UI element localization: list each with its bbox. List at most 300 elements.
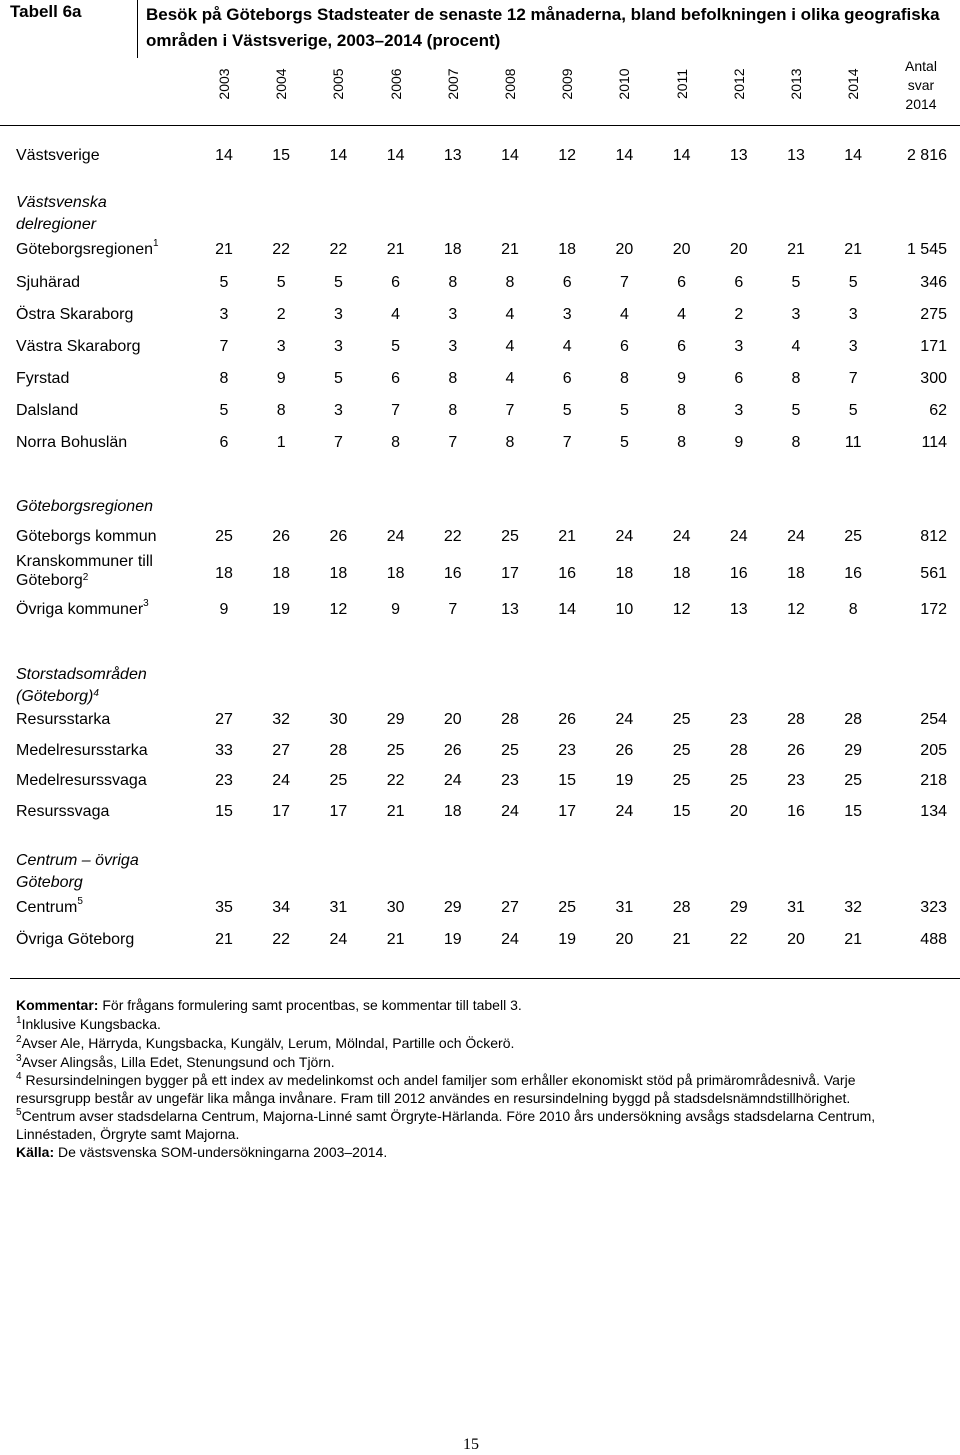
antal-svar-cell: 62 (929, 402, 947, 419)
antal-svar-line: svar (907, 77, 935, 93)
table-cell: 5 (562, 402, 572, 419)
table-cell: 21 (787, 241, 805, 258)
table-cell: 17 (558, 803, 577, 820)
table-cell: 1 (276, 434, 286, 451)
row-label-text: Sjuhärad (16, 274, 81, 291)
table-cell: 8 (276, 402, 286, 419)
row-label-text: Medelresursstarka (16, 742, 148, 759)
page-number: 15 (463, 1436, 479, 1453)
table-cell: 26 (329, 528, 348, 545)
row-label-text: Medelresurssvaga (16, 772, 147, 789)
table-cell: 3 (333, 306, 343, 323)
table-cell: 28 (729, 742, 748, 759)
table-cell: 8 (848, 601, 858, 618)
table-cell: 16 (558, 565, 577, 582)
antal-svar-line: Antal (905, 58, 937, 74)
year-header-text: 2011 (673, 68, 690, 100)
table-cell: 26 (443, 742, 462, 759)
table-cell: 29 (443, 899, 462, 916)
table-cell: 13 (501, 601, 519, 618)
table-cell: 20 (615, 241, 634, 258)
row-label-text: Göteborg (16, 572, 83, 589)
table-cell: 21 (844, 931, 863, 948)
table-cell: 3 (333, 402, 343, 419)
table-cell: 35 (215, 899, 233, 916)
table-cell: 9 (677, 370, 687, 387)
footnote-ref: 3 (143, 598, 149, 609)
antal-svar-cell: 172 (920, 601, 947, 618)
note-text: Inklusive Kungsbacka. (21, 1016, 161, 1032)
table-cell: 4 (391, 306, 401, 323)
table-cell: 19 (558, 931, 577, 948)
table-cell: 8 (791, 434, 801, 451)
row-label (16, 238, 159, 259)
table-title: Besök på Göteborgs Stadsteater de senaste 12 månaderna, bland befolkningen i olika geografiska områden i Västsverige, 2003–2014 (procent) (146, 5, 940, 50)
footnote-marker: 4 (16, 1071, 22, 1082)
table-row (0, 769, 960, 793)
antal-svar-cell: 171 (920, 338, 947, 355)
table-cell: 12 (787, 601, 805, 618)
table-cell: 22 (272, 241, 291, 258)
table-cell: 23 (558, 742, 577, 759)
table-cell: 3 (448, 306, 458, 323)
table-cell: 18 (787, 565, 805, 582)
table-cell: 2 (276, 306, 286, 323)
table-cell: 19 (443, 931, 462, 948)
year-header (500, 62, 520, 106)
row-label (16, 931, 134, 949)
year-header (214, 62, 234, 106)
footnote-1 (16, 1015, 916, 1033)
row-label-text: Dalsland (16, 402, 79, 419)
table-cell: 24 (729, 528, 748, 545)
table-cell: 3 (333, 338, 343, 355)
year-header (386, 62, 406, 106)
row-label (16, 711, 110, 729)
row-label-text: Resurssvaga (16, 803, 110, 820)
year-header-text: 2006 (387, 68, 404, 100)
table-cell: 21 (386, 241, 405, 258)
bottom-rule (10, 978, 960, 979)
row-label (16, 528, 157, 546)
row-label-text: Västsverige (16, 147, 100, 164)
table-cell: 4 (791, 338, 801, 355)
table-cell: 17 (501, 565, 519, 582)
table-cell: 28 (501, 711, 519, 728)
year-header (614, 62, 634, 106)
table-cell: 20 (729, 241, 748, 258)
table-cell: 21 (558, 528, 577, 545)
table-cell: 3 (562, 306, 572, 323)
footnote-5 (16, 1107, 916, 1143)
table-cell: 5 (619, 434, 629, 451)
table-cell: 20 (672, 241, 691, 258)
year-header (729, 62, 749, 106)
table-cell: 32 (844, 899, 863, 916)
table-cell: 5 (391, 338, 401, 355)
table-cell: 24 (615, 528, 634, 545)
table-cell: 21 (215, 241, 233, 258)
table-cell: 27 (215, 711, 233, 728)
section-goteborgsregionen: Göteborgsregionen (16, 498, 153, 515)
row-label (16, 370, 69, 388)
table-cell: 3 (848, 338, 858, 355)
table-cell: 7 (619, 274, 629, 291)
footnote-ref: 4 (93, 688, 99, 699)
row-label (16, 742, 148, 760)
table-cell: 8 (448, 274, 458, 291)
year-header-text: 2005 (330, 68, 347, 100)
table-cell: 5 (219, 402, 229, 419)
antal-svar-cell: 323 (920, 899, 947, 916)
antal-svar-cell: 134 (920, 803, 947, 820)
table-cell: 5 (219, 274, 229, 291)
table-cell: 31 (615, 899, 634, 916)
table-cell: 25 (672, 711, 691, 728)
table-cell: 26 (558, 711, 577, 728)
table-cell: 5 (791, 274, 801, 291)
table-cell: 2 (734, 306, 744, 323)
table-cell: 12 (558, 147, 577, 164)
table-row (0, 431, 960, 455)
table-row (0, 525, 960, 549)
table-cell: 21 (386, 803, 405, 820)
antal-svar-cell: 812 (920, 528, 947, 545)
table-cell: 16 (729, 565, 748, 582)
table-cell: 27 (272, 742, 291, 759)
table-cell: 21 (501, 241, 519, 258)
row-label-text: Fyrstad (16, 370, 70, 387)
table-cell: 30 (386, 899, 405, 916)
table-cell: 19 (272, 601, 291, 618)
table-row (0, 335, 960, 359)
footnote-3 (16, 1053, 916, 1071)
table-cell: 28 (329, 742, 348, 759)
table-cell: 24 (386, 528, 405, 545)
antal-svar-cell: 488 (920, 931, 947, 948)
table-cell: 8 (677, 434, 687, 451)
table-cell: 14 (386, 147, 405, 164)
section-line: Storstadsområden (16, 666, 147, 683)
row-label-text: Övriga kommuner (16, 601, 144, 618)
note-label: Källa: (16, 1144, 55, 1160)
row-label (16, 896, 83, 917)
footnote-marker: 3 (16, 1053, 22, 1064)
table-cell: 18 (443, 241, 462, 258)
table-cell: 5 (333, 274, 343, 291)
footnote-ref: 2 (82, 572, 89, 583)
table-cell: 8 (505, 434, 515, 451)
year-header (557, 62, 577, 106)
footnote-2 (16, 1033, 916, 1053)
note-text: Resursindelningen bygger på ett index av medelinkomst och andel familjer som erhåller ekonomiskt stöd på primärområdesnivå. Varje resursgrupp består av ungefär lika många invånare. Fram till 2012 användes en resursindelning byggd på stadsdelsnämndstillhörighet. (16, 1072, 856, 1106)
note-text: Centrum avser stadsdelarna Centrum, Majorna-Linné samt Örgryte-Härlanda. Före 2010 års undersökning avsågs stadsdelarna Centrum, Linnéstaden, Örgryte samt Majorna. (16, 1108, 876, 1142)
table-row (0, 739, 960, 763)
section-line: Västsvenska (16, 194, 107, 211)
table-cell: 25 (558, 899, 577, 916)
table-cell: 18 (215, 565, 233, 582)
table-cell: 11 (844, 434, 862, 451)
table-cell: 14 (501, 147, 519, 164)
table-cell: 31 (329, 899, 348, 916)
table-cell: 34 (272, 899, 291, 916)
table-cell: 22 (272, 931, 291, 948)
table-row (0, 928, 960, 952)
antal-svar-cell: 275 (920, 306, 947, 323)
table-cell: 29 (386, 711, 405, 728)
row-label (16, 598, 149, 619)
row-label (16, 402, 78, 420)
table-id: Tabell 6a (10, 2, 82, 21)
table-cell: 4 (505, 370, 515, 387)
table-cell: 20 (787, 931, 805, 948)
table-cell: 15 (272, 147, 291, 164)
footnote-marker: 1 (16, 1015, 22, 1026)
table-cell: 9 (734, 434, 744, 451)
year-header (328, 62, 348, 106)
table-cell: 31 (787, 899, 805, 916)
table-cell: 6 (391, 274, 401, 291)
table-cell: 25 (672, 742, 691, 759)
table-cell: 28 (844, 711, 863, 728)
table-cell: 3 (448, 338, 458, 355)
table-cell: 23 (787, 772, 805, 789)
table-row (0, 144, 960, 168)
table-cell: 16 (787, 803, 805, 820)
table-cell: 14 (615, 147, 634, 164)
table-cell: 28 (787, 711, 805, 728)
table-row (0, 800, 960, 824)
table-cell: 29 (729, 899, 748, 916)
table-cell: 6 (677, 274, 687, 291)
table-row (0, 399, 960, 423)
table-cell: 5 (276, 274, 286, 291)
year-header (786, 62, 806, 106)
table-cell: 13 (729, 147, 748, 164)
section-line: Göteborg (16, 874, 83, 891)
row-label (16, 552, 206, 590)
table-cell: 7 (505, 402, 515, 419)
table-row (0, 552, 960, 598)
table-cell: 7 (448, 601, 458, 618)
table-cell: 33 (215, 742, 233, 759)
table-cell: 21 (215, 931, 233, 948)
antal-svar-cell: 205 (920, 742, 947, 759)
table-cell: 7 (848, 370, 858, 387)
kommentar-note (16, 995, 916, 1015)
table-cell: 18 (672, 565, 691, 582)
row-label-text: Övriga Göteborg (16, 931, 135, 948)
table-cell: 7 (219, 338, 229, 355)
table-cell: 7 (562, 434, 572, 451)
year-header-text: 2010 (616, 68, 633, 100)
table-cell: 24 (615, 711, 634, 728)
table-cell: 25 (729, 772, 748, 789)
row-label (16, 803, 109, 821)
row-label-text: Västra Skaraborg (16, 338, 141, 355)
table-cell: 8 (391, 434, 401, 451)
antal-svar-line: 2014 (905, 96, 937, 112)
table-cell: 25 (844, 528, 863, 545)
table-row (0, 598, 960, 622)
table-cell: 15 (558, 772, 577, 789)
table-cell: 8 (448, 370, 458, 387)
year-header-text: 2004 (273, 68, 290, 100)
table-cell: 25 (215, 528, 233, 545)
footnote-ref: 1 (152, 238, 159, 249)
year-header (843, 62, 863, 106)
table-cell: 3 (734, 402, 744, 419)
row-label-text: Norra Bohuslän (16, 434, 128, 451)
section-line (16, 686, 147, 708)
table-row (0, 271, 960, 295)
table-cell: 24 (501, 803, 519, 820)
table-cell: 21 (672, 931, 691, 948)
antal-svar-cell: 300 (920, 370, 947, 387)
table-cell: 25 (844, 772, 863, 789)
table-cell: 23 (501, 772, 519, 789)
table-cell: 26 (787, 742, 805, 759)
table-cell: 18 (558, 241, 577, 258)
antal-svar-cell: 254 (920, 711, 947, 728)
table-cell: 27 (501, 899, 519, 916)
table-cell: 9 (219, 601, 229, 618)
table-cell: 24 (329, 931, 348, 948)
row-label-text: Resursstarka (16, 711, 111, 728)
table-cell: 26 (615, 742, 634, 759)
note-text: För frågans formulering samt procentbas, se kommentar till tabell 3. (98, 997, 522, 1013)
table-cell: 6 (391, 370, 401, 387)
table-cell: 8 (219, 370, 229, 387)
row-label (16, 306, 133, 324)
antal-svar-cell: 1 545 (906, 241, 947, 258)
table-cell: 6 (734, 274, 744, 291)
footnote-ref: 5 (77, 896, 83, 907)
section-storstad (16, 664, 147, 708)
section-line-text: (Göteborg) (16, 688, 94, 705)
table-cell: 5 (791, 402, 801, 419)
table-cell: 6 (734, 370, 744, 387)
section-centrum (16, 850, 139, 894)
table-cell: 24 (615, 803, 634, 820)
antal-svar-cell: 346 (920, 274, 947, 291)
table-cell: 6 (219, 434, 229, 451)
table-cell: 8 (505, 274, 515, 291)
table-cell: 20 (443, 711, 462, 728)
table-cell: 21 (386, 931, 405, 948)
year-header (672, 62, 692, 106)
year-header (443, 62, 463, 106)
antal-svar-cell: 218 (920, 772, 947, 789)
header-divider (137, 0, 138, 58)
year-header (271, 62, 291, 106)
table-cell: 14 (558, 601, 577, 618)
year-header-text: 2009 (559, 68, 576, 100)
table-cell: 5 (848, 402, 858, 419)
source-note (16, 1143, 916, 1161)
year-header-text: 2013 (788, 68, 804, 100)
table-cell: 17 (329, 803, 348, 820)
table-cell: 3 (791, 306, 801, 323)
table-cell: 22 (443, 528, 462, 545)
table-cell: 24 (272, 772, 291, 789)
table-cell: 17 (272, 803, 291, 820)
row-label-text: Centrum (16, 899, 78, 916)
table-row (0, 367, 960, 391)
table-cell: 6 (677, 338, 687, 355)
table-cell: 5 (848, 274, 858, 291)
row-label-text: Kranskommuner till (16, 553, 153, 570)
section-line: delregioner (16, 216, 97, 233)
table-cell: 14 (672, 147, 691, 164)
table-cell: 18 (386, 565, 405, 582)
table-cell: 19 (615, 772, 634, 789)
table-cell: 3 (734, 338, 744, 355)
table-cell: 29 (844, 742, 863, 759)
table-cell: 24 (443, 772, 462, 789)
row-label (16, 434, 127, 452)
footnotes (16, 995, 916, 1161)
table-cell: 25 (386, 742, 405, 759)
table-cell: 24 (501, 931, 519, 948)
table-cell: 12 (672, 601, 691, 618)
row-label-text: Göteborgs kommun (16, 528, 157, 545)
table-cell: 10 (615, 601, 634, 618)
table-cell: 32 (272, 711, 291, 728)
table-cell: 25 (672, 772, 691, 789)
table-cell: 20 (729, 803, 748, 820)
header-rule (0, 125, 960, 126)
row-label (16, 147, 100, 165)
table-cell: 23 (215, 772, 233, 789)
table-cell: 18 (272, 565, 291, 582)
table-cell: 6 (619, 338, 629, 355)
table-cell: 15 (844, 803, 863, 820)
antal-svar-header (888, 57, 954, 114)
table-cell: 8 (791, 370, 801, 387)
table-cell: 4 (677, 306, 687, 323)
table-cell: 5 (333, 370, 343, 387)
table-cell: 28 (672, 899, 691, 916)
table-cell: 18 (615, 565, 634, 582)
antal-svar-cell: 561 (920, 565, 947, 582)
table-cell: 14 (215, 147, 233, 164)
note-text: Avser Alingsås, Lilla Edet, Stenungsund och Tjörn. (21, 1054, 335, 1070)
table-cell: 14 (329, 147, 348, 164)
table-cell: 8 (619, 370, 629, 387)
table-row (0, 303, 960, 327)
table-cell: 7 (391, 402, 401, 419)
table-cell: 30 (329, 711, 348, 728)
year-header-text: 2012 (730, 68, 747, 100)
table-cell: 15 (215, 803, 233, 820)
table-cell: 16 (844, 565, 863, 582)
antal-svar-cell: 2 816 (906, 147, 947, 164)
table-cell: 20 (615, 931, 634, 948)
table-cell: 9 (276, 370, 286, 387)
table-cell: 13 (787, 147, 805, 164)
table-cell: 24 (672, 528, 691, 545)
table-cell: 25 (329, 772, 348, 789)
table-cell: 4 (619, 306, 629, 323)
table-cell: 23 (729, 711, 748, 728)
footnote-marker: 2 (16, 1034, 22, 1045)
table-cell: 13 (443, 147, 462, 164)
table-cell: 18 (329, 565, 348, 582)
table-cell: 3 (276, 338, 286, 355)
note-text: De västsvenska SOM-undersökningarna 2003–2014. (54, 1144, 388, 1160)
table-row (0, 896, 960, 920)
